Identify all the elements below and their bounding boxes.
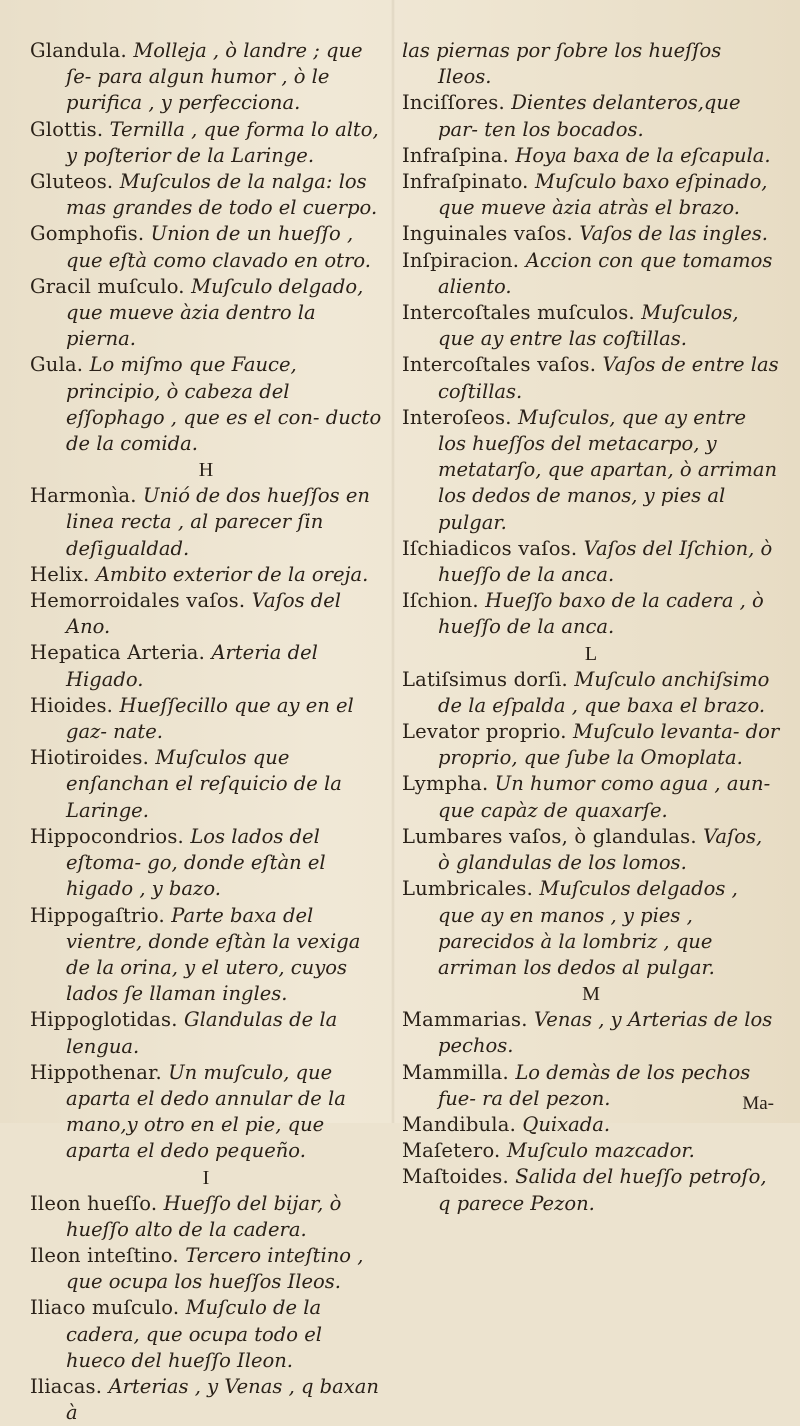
glossary-entry bbox=[30, 1295, 382, 1374]
glossary-entry bbox=[402, 300, 780, 352]
section-letter: M bbox=[582, 983, 600, 1006]
entry-term: Iliacas. bbox=[30, 1374, 109, 1398]
entry-term: Gula. bbox=[30, 353, 90, 377]
entry-term: Mammarias. bbox=[402, 1008, 534, 1032]
entry-definition: Accion con que tomamos aliento. bbox=[438, 248, 773, 298]
entry-term: Hippocondrios. bbox=[30, 824, 191, 848]
entry-term: Maſetero. bbox=[402, 1139, 507, 1163]
glossary-entry bbox=[30, 588, 382, 640]
entry-definition: Muſculos de la nalga: los mas grandes de todo el cuerpo. bbox=[66, 170, 378, 220]
entry-term: Ileon inteſtino. bbox=[30, 1243, 186, 1267]
entry-definition: Unió de dos hueſſos en linea recta , al parecer ſin deſigualdad. bbox=[66, 484, 370, 560]
entry-definition: Arteria del Higado. bbox=[66, 641, 318, 691]
glossary-entry bbox=[30, 824, 382, 903]
entry-definition: Hueſſo baxo de la cadera , ò hueſſo de la anca. bbox=[438, 589, 764, 639]
glossary-entry bbox=[402, 1112, 780, 1138]
entry-definition: Lo miſmo que Fauce, principio, ò cabeza del eſſophago , que es el con- ducto de la comida. bbox=[66, 353, 382, 456]
glossary-entry bbox=[30, 1007, 382, 1059]
entry-definition: Hueſſo del bijar, ò hueſſo alto de la cadera. bbox=[66, 1191, 342, 1241]
glossary-entry bbox=[402, 248, 780, 300]
glossary-entry bbox=[402, 1164, 780, 1216]
entry-definition: Vaſos de las ingles. bbox=[579, 222, 768, 246]
glossary-entry bbox=[30, 1191, 382, 1243]
glossary-entry bbox=[402, 876, 780, 981]
glossary-entry bbox=[402, 824, 780, 876]
entry-term: Glandula. bbox=[30, 39, 134, 62]
glossary-entry bbox=[402, 771, 780, 823]
entry-term: Hippogaſtrio. bbox=[30, 903, 172, 927]
entry-definition: Union de un hueſſo , que eſtà como clavado en otro. bbox=[66, 222, 371, 272]
catchword: Ma- bbox=[742, 1093, 774, 1114]
entry-definition: Vaſos de entre las coſtillas. bbox=[438, 353, 779, 403]
entry-definition: Muſculo baxo eſpinado, que mueve àzia atràs el brazo. bbox=[438, 170, 768, 220]
entry-definition: Muſculos, que ay entre los hueſſos del metacarpo, y metatarſo, que apartan, ò arriman los dedos de manos, y pies al pulgar. bbox=[438, 405, 778, 534]
glossary-entry bbox=[30, 745, 382, 824]
glossary-entry bbox=[402, 352, 780, 404]
entry-term: Ileon hueſſo. bbox=[30, 1191, 164, 1215]
entry-definition: Lo demàs de los pechos fue- ra del pezon. bbox=[438, 1060, 751, 1110]
entry-term: Mammilla. bbox=[402, 1060, 516, 1084]
entry-definition: Arterias , y Venas , q baxan à bbox=[66, 1374, 379, 1425]
entry-definition: Tercero inteſtino , que ocupa los hueſſos Ileos. bbox=[66, 1243, 364, 1294]
glossary-entry bbox=[30, 352, 382, 457]
entry-term: Lumbares vaſos, ò glandulas. bbox=[402, 824, 704, 848]
entry-term: Mandibula. bbox=[402, 1112, 523, 1136]
entry-definition: Muſculos que enſanchan el reſquicio de la Laringe. bbox=[66, 746, 342, 822]
entry-term: Gluteos. bbox=[30, 170, 120, 194]
entry-term: Inſpiracion. bbox=[402, 248, 526, 272]
section-letter: L bbox=[584, 642, 598, 665]
glossary-entry bbox=[30, 117, 382, 169]
glossary-entry bbox=[402, 1060, 780, 1112]
entry-term: Harmonìa. bbox=[30, 484, 144, 508]
glossary-entry bbox=[30, 1243, 382, 1295]
glossary-entry bbox=[30, 483, 382, 562]
entry-term: Maſtoides. bbox=[402, 1165, 516, 1189]
entry-definition: Los lados del eſtoma- go, donde eſtàn el higado , y bazo. bbox=[66, 824, 326, 901]
entry-definition: Un humor como agua , aun- que capàz de quaxarſe. bbox=[438, 772, 771, 822]
entry-definition: Muſculos, que ay entre las coſtillas. bbox=[438, 301, 739, 351]
glossary-entry bbox=[402, 90, 780, 142]
entry-term: Latiſsimus dorſi. bbox=[402, 667, 575, 691]
entry-term: Inciſſores. bbox=[402, 91, 512, 115]
entry-definition: Venas , y Arterias de los pechos. bbox=[438, 1008, 773, 1058]
right-column bbox=[402, 38, 780, 1217]
entry-term: Gracil muſculo. bbox=[30, 274, 192, 298]
glossary-entry bbox=[30, 1060, 382, 1165]
entry-term: Hiotiroides. bbox=[30, 746, 156, 770]
entry-definition: Muſculo levanta- dor proprio, que ſube la Omoplata. bbox=[438, 720, 780, 770]
glossary-entry bbox=[30, 562, 382, 588]
entry-definition: Salida del hueſſo petroſo, q parece Pezon. bbox=[438, 1165, 767, 1215]
entry-term: Hemorroidales vaſos. bbox=[30, 589, 252, 613]
entry-definition: Un muſculo, que aparta el dedo annular de la mano,y otro en el pie, que aparta el dedo pequeño. bbox=[66, 1060, 346, 1163]
entry-term: Lympha. bbox=[402, 772, 495, 796]
entry-definition: Quixada. bbox=[522, 1112, 611, 1136]
glossary-entry bbox=[402, 221, 780, 247]
entry-term: Lumbricales. bbox=[402, 877, 540, 901]
glossary-entry bbox=[30, 903, 382, 1008]
glossary-entry bbox=[402, 1138, 780, 1164]
entry-definition: Parte baxa del vientre, donde eſtàn la vexiga de la orina, y el utero, cuyos lados ſe llaman ingles. bbox=[66, 903, 361, 1006]
left-column bbox=[30, 38, 382, 1426]
entry-term: Hippothenar. bbox=[30, 1060, 169, 1084]
entry-definition: Hueſſecillo que ay en el gaz- nate. bbox=[66, 693, 354, 744]
entry-definition: Muſculo delgado, que mueve àzia dentro la pierna. bbox=[66, 274, 364, 351]
entry-term: Intercoſtales muſculos. bbox=[402, 301, 642, 325]
entry-definition: Dientes delanteros,que par- ten los bocados. bbox=[438, 91, 741, 141]
glossary-entry bbox=[402, 1007, 780, 1059]
entry-definition: Muſculo de la cadera, que ocupa todo el hueco del hueſſo Ileon. bbox=[66, 1296, 322, 1372]
glossary-entry bbox=[30, 693, 382, 745]
entry-term: Intercoſtales vaſos. bbox=[402, 353, 603, 377]
glossary-entry bbox=[30, 38, 382, 117]
entry-term: Infraſpinato. bbox=[402, 170, 535, 194]
glossary-entry bbox=[30, 1374, 382, 1426]
entry-term: Infraſpina. bbox=[402, 143, 516, 167]
glossary-entry bbox=[402, 719, 780, 771]
entry-term: Iſchion. bbox=[402, 589, 486, 613]
glossary-entry bbox=[402, 169, 780, 221]
glossary-entry bbox=[402, 536, 780, 588]
glossary-entry bbox=[402, 38, 780, 90]
entry-definition: Muſculos delgados , que ay en manos , y pies , parecidos à la lombriz , que arriman los dedos al pulgar. bbox=[438, 877, 738, 979]
glossary-entry bbox=[30, 640, 382, 692]
section-letter: I bbox=[202, 1166, 210, 1189]
entry-term: Hippoglotidas. bbox=[30, 1008, 184, 1032]
entry-definition: Ternilla , que forma lo alto, y poſterior de la Laringe. bbox=[66, 117, 379, 167]
entry-definition: Muſculo anchiſsimo de la eſpalda , que baxa el brazo. bbox=[438, 667, 770, 717]
glossary-entry bbox=[30, 169, 382, 221]
entry-term: Interoſeos. bbox=[402, 405, 519, 429]
entry-definition: las piernas por ſobre los hueſſos Ileos. bbox=[402, 39, 722, 89]
entry-term: Iſchiadicos vaſos. bbox=[402, 536, 584, 560]
section-letter: H bbox=[198, 459, 214, 482]
entry-definition: Glandulas de la lengua. bbox=[66, 1008, 338, 1058]
glossary-entry bbox=[402, 405, 780, 536]
entry-definition: Hoya baxa de la eſcapula. bbox=[515, 143, 771, 167]
glossary-entry bbox=[402, 143, 780, 169]
entry-term: Iliaco muſculo. bbox=[30, 1296, 186, 1320]
entry-term: Gomphofis. bbox=[30, 222, 151, 246]
entry-definition: Ambito exterior de la oreja. bbox=[95, 562, 369, 586]
entry-term: Hepatica Arteria. bbox=[30, 641, 212, 665]
entry-definition: Muſculo mazcador. bbox=[506, 1139, 695, 1163]
glossary-entry bbox=[30, 221, 382, 273]
entry-term: Hioides. bbox=[30, 693, 120, 717]
entry-definition: Molleja , ò landre ; que ſe- para algun humor , ò le purifica , y perfecciona. bbox=[66, 39, 363, 115]
entry-term: Glottis. bbox=[30, 117, 110, 141]
entry-definition: Vaſos del Iſchion, ò hueſſo de la anca. bbox=[438, 536, 773, 587]
entry-definition: Vaſos, ò glandulas de los lomos. bbox=[438, 824, 763, 875]
entry-term: Inguinales vaſos. bbox=[402, 222, 580, 246]
glossary-entry bbox=[30, 274, 382, 353]
entry-definition: Vaſos del Ano. bbox=[66, 589, 342, 639]
page-gutter bbox=[391, 0, 395, 1123]
glossary-entry bbox=[402, 667, 780, 719]
glossary-entry bbox=[402, 588, 780, 640]
entry-term: Levator proprio. bbox=[402, 720, 574, 744]
entry-term: Helix. bbox=[30, 562, 96, 586]
